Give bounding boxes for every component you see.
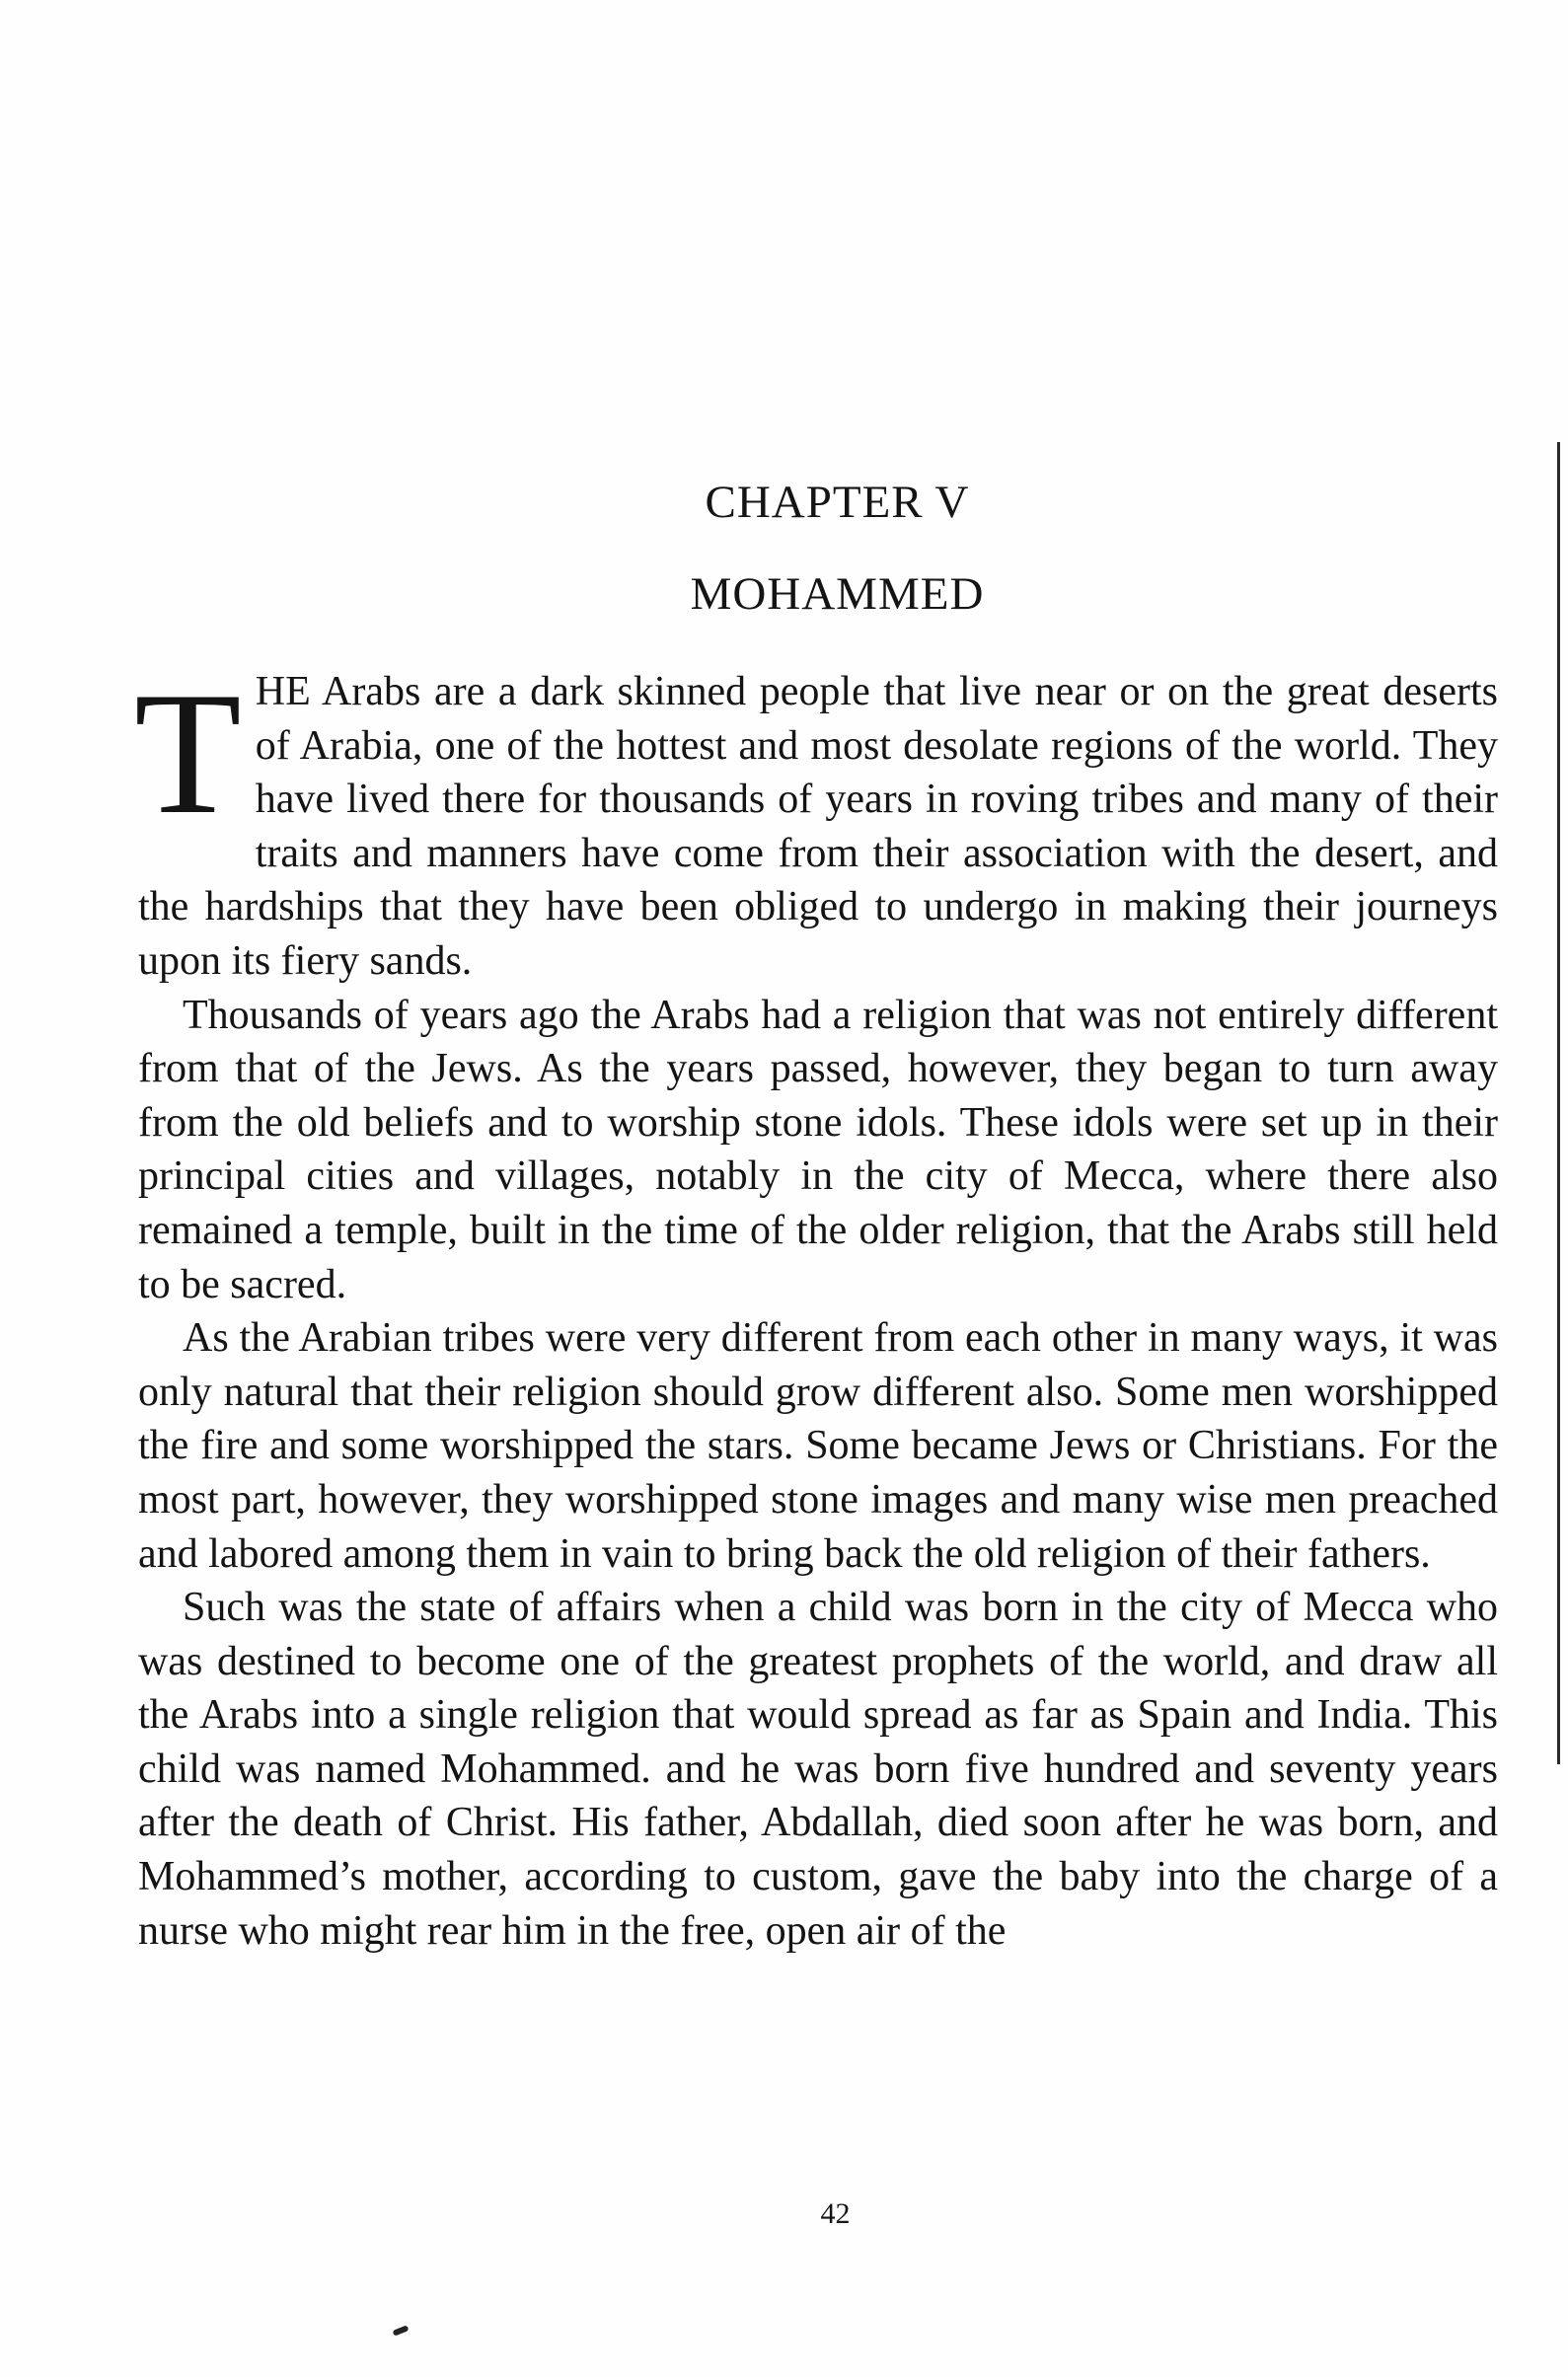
paragraph: Such was the state of affairs when a child was born in the city of Mecca who was destined to become one of the greatest prophets of the world, and draw all the Arabs into a single religion that would spread as far as Spain and India. This child was named Mohammed. and he was born five hundred and seventy years after the death of Christ. His father, Abdallah, died soon after he was born, and Mohammed’s mother, according to custom, gave the baby into the charge of a nurse who might rear him in the free, open air of the [138,1585,1498,1954]
chapter-title: MOHAMMED [690,568,985,620]
paragraph: As the Arabian tribes were very different from each other in many ways, it was only natural that their religion should grow different also. Some men worshipped the fire and some worshipped the stars. Some became Jews or Christians. For the most part, however, they worshipped stone images and many wise men preached and labored among them in vain to bring back the old religion of their fathers. [138,1315,1498,1577]
paragraph-text: HE Arabs are a dark skinned people that live near or on the great deserts of Arabia, one of the hottest and most desolate regions of the world. They have lived there for thousands of years in roving tribes and many of their traits and manners have come from their association with the desert, and the hardships that they have been obliged to undergo in making their journeys upon its fiery sands. [138,669,1498,984]
page-number: 42 [820,2197,851,2230]
paragraph: Thousands of years ago the Arabs had a religion that was not entirely different from that of the Jews. As the years passed, however, they began to turn away from the old beliefs and to worship stone idols. These idols were set up in their principal cities and villages, notably in the city of Mecca, where there also remained a temple, built in the time of the older religion, that the Arabs still held to be sacred. [138,992,1498,1307]
chapter-body [134,655,1498,1958]
drop-cap: T [134,655,242,851]
ink-speck [392,2325,409,2337]
paragraph [134,655,1498,989]
chapter-heading: CHAPTER V [705,477,970,528]
scan-edge-line [1557,442,1560,1764]
